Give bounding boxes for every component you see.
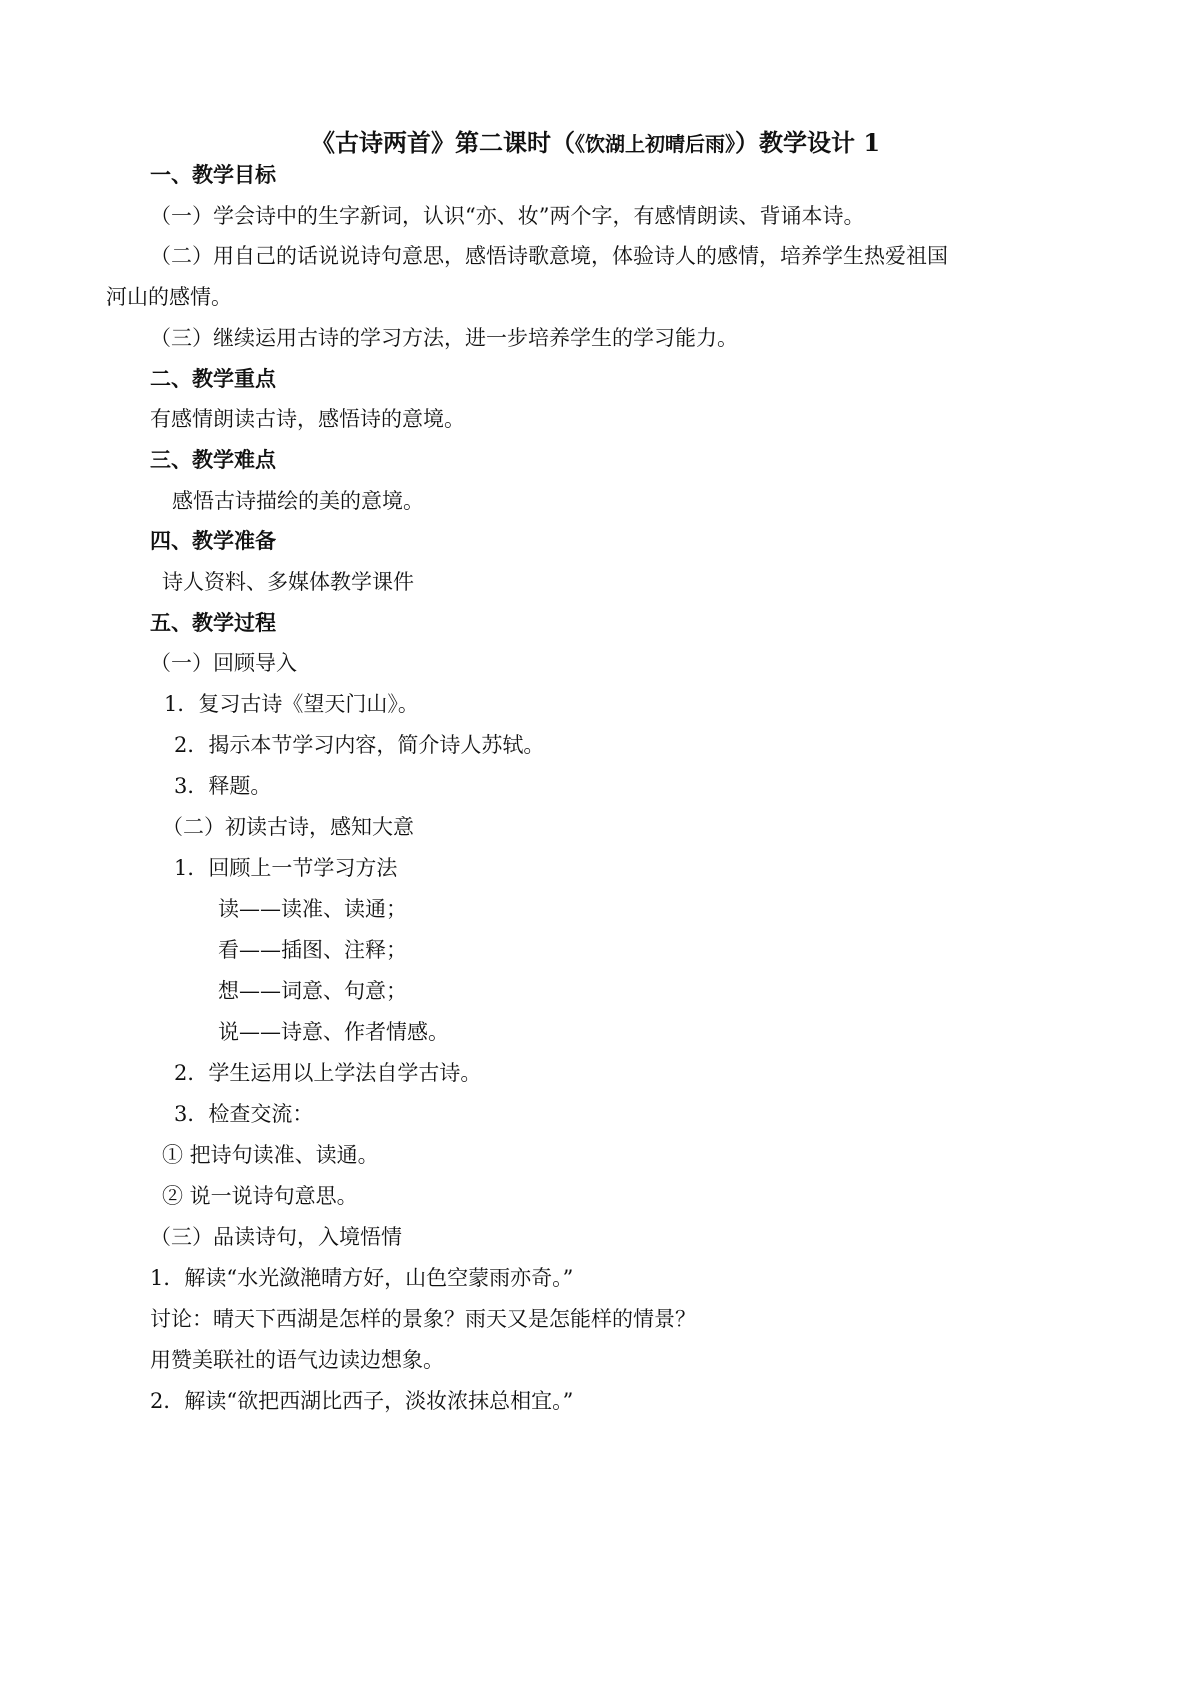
key-heading: 二、教学重点: [150, 366, 276, 391]
process-part-1-item-3: 3．释题。: [174, 774, 272, 798]
method-think: 想——词意、句意；: [218, 979, 407, 1003]
document-title: [0, 128, 1191, 159]
prep-text: 诗人资料、多媒体教学课件: [162, 570, 414, 594]
difficulty-text: 感悟古诗描绘的美的意境。: [172, 489, 424, 513]
method-read: 读——读准、读通；: [218, 897, 407, 921]
process-heading: 五、教学过程: [150, 610, 276, 635]
goals-heading: 一、教学目标: [150, 162, 276, 187]
goal-2-line-1: （二）用自己的话说说诗句意思，感悟诗歌意境，体验诗人的感情，培养学生热爱祖国: [150, 244, 948, 268]
title-part-1: 《古诗两首》第二课时（: [310, 128, 575, 157]
discussion-text: 讨论：晴天下西湖是怎样的景象？雨天又是怎能样的情景？: [150, 1307, 696, 1331]
goal-3: （三）继续运用古诗的学习方法，进一步培养学生的学习能力。: [150, 326, 738, 350]
process-part-2-item-2: 2．学生运用以上学法自学古诗。: [174, 1061, 482, 1085]
check-item-1: ① 把诗句读准、读通。: [162, 1143, 379, 1167]
process-part-2-item-3: 3．检查交流：: [174, 1102, 314, 1126]
process-part-1-heading: （一）回顾导入: [150, 651, 297, 675]
goal-1: （一）学会诗中的生字新词，认识“亦、妆”两个字，有感情朗读、背诵本诗。: [150, 204, 865, 228]
title-part-3: ）教学设计 1: [734, 128, 881, 157]
process-part-2-item-1: 1．回顾上一节学习方法: [174, 856, 398, 880]
key-text: 有感情朗读古诗，感悟诗的意境。: [150, 407, 465, 431]
goal-2-line-2: 河山的感情。: [106, 285, 232, 309]
method-speak: 说——诗意、作者情感。: [218, 1020, 449, 1044]
process-part-3-heading: （三）品读诗句，入境悟情: [150, 1225, 402, 1249]
process-part-3-item-2: 2．解读“欲把西湖比西子，淡妆浓抹总相宜。”: [150, 1389, 574, 1413]
title-poem-name: 《饮湖上初晴后雨》: [574, 132, 735, 156]
process-part-1-item-1: 1．复习古诗《望天门山》。: [164, 692, 419, 716]
check-item-2: ② 说一说诗句意思。: [162, 1184, 358, 1208]
process-part-1-item-2: 2．揭示本节学习内容，简介诗人苏轼。: [174, 733, 545, 757]
process-part-2-heading: （二）初读古诗，感知大意: [162, 815, 414, 839]
difficulty-heading: 三、教学难点: [150, 447, 276, 472]
method-look: 看——插图、注释；: [218, 938, 407, 962]
prep-heading: 四、教学准备: [150, 528, 276, 553]
read-aloud-text: 用赞美联社的语气边读边想象。: [150, 1348, 444, 1372]
process-part-3-item-1: 1．解读“水光潋滟晴方好，山色空蒙雨亦奇。”: [150, 1266, 574, 1290]
